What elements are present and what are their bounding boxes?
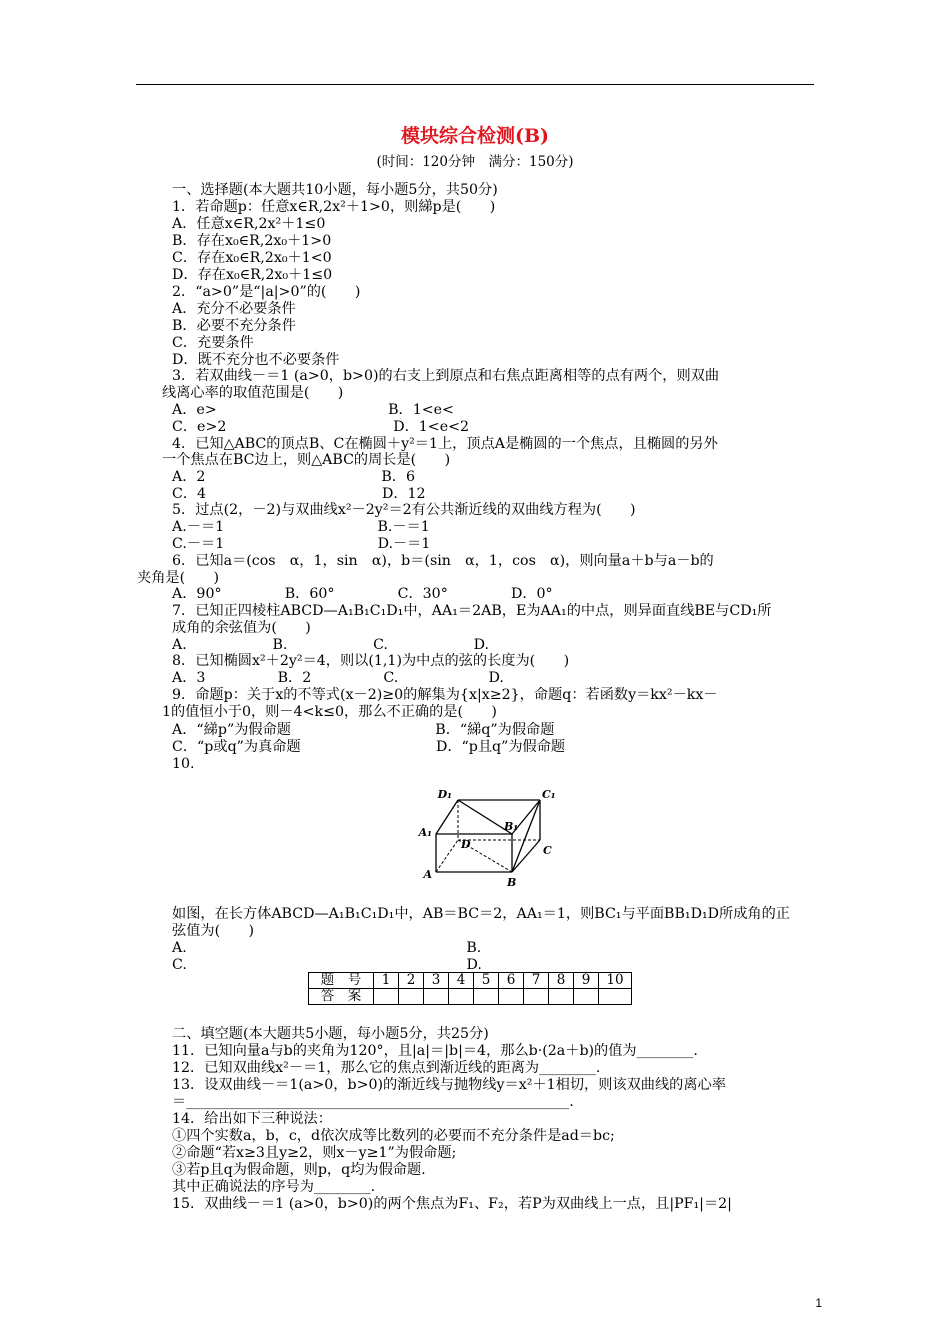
answer-grid bbox=[308, 972, 632, 1005]
vertex-label: B₁ bbox=[504, 820, 519, 833]
grid-row-question-numbers bbox=[309, 973, 632, 989]
option-line: C. D. bbox=[172, 957, 482, 973]
question-line: 12．已知双曲线x²－＝1，那么它的焦点到渐近线的距离为________. bbox=[172, 1060, 601, 1076]
grid-cell: 5 bbox=[474, 973, 499, 989]
vertex-label: A₁ bbox=[418, 826, 432, 839]
question-line: 3．若双曲线－＝1 (a>0，b>0)的右支上到原点和右焦点距离相等的点有两个，则双曲 bbox=[172, 368, 720, 384]
grid-cell: 8 bbox=[549, 973, 574, 989]
question-line: 14．给出如下三种说法： bbox=[172, 1111, 332, 1127]
option-line: A．e> B．1<e< bbox=[172, 402, 454, 418]
vertex-label: C₁ bbox=[542, 788, 556, 801]
answer-cell[interactable] bbox=[474, 989, 499, 1005]
question-line: 2．“a>0”是“|a|>0”的( ) bbox=[172, 284, 361, 300]
grid-header-cell: 题 号 bbox=[309, 973, 374, 989]
question-line: 夹角是( ) bbox=[137, 570, 220, 586]
statement-line: ①四个实数a，b，c，d依次成等比数列的必要而不充分条件是ad＝bc; bbox=[172, 1128, 615, 1144]
section-heading-choice: 一、选择题(本大题共10小题，每小题5分，共50分) bbox=[172, 182, 498, 198]
grid-cell: 2 bbox=[399, 973, 424, 989]
question-line: 弦值为( ) bbox=[172, 923, 255, 939]
answer-cell[interactable] bbox=[374, 989, 399, 1005]
page-number: 1 bbox=[815, 1296, 822, 1310]
option-line: A．2 B．6 bbox=[172, 469, 415, 485]
option-line: A. B. bbox=[172, 940, 482, 956]
vertex-label: B bbox=[507, 876, 517, 889]
option-line: A．充分不必要条件 bbox=[172, 301, 296, 317]
option-line: B．存在x₀∈R,2x₀＋1>0 bbox=[172, 233, 332, 249]
question-line: 15．双曲线－＝1 (a>0，b>0)的两个焦点为F₁、F₂，若P为双曲线上一点，且|PF₁|＝2| bbox=[172, 1196, 732, 1212]
answer-cell[interactable] bbox=[499, 989, 524, 1005]
question-line: 6．已知a＝(cos α，1，sin α)，b＝(sin α，1，cos α)，则向量a＋b与a－b的 bbox=[172, 553, 714, 569]
option-line: D．既不充分也不必要条件 bbox=[172, 352, 340, 368]
vertex-label: D bbox=[461, 838, 471, 851]
question-line: 1．若命题p：任意x∈R,2x²＋1>0，则綈p是( ) bbox=[172, 199, 496, 215]
question-line: 其中正确说法的序号为________. bbox=[172, 1179, 376, 1195]
question-line: 1的值恒小于0，则－4<k≤0，那么不正确的是( ) bbox=[162, 704, 497, 720]
question-line: ＝______________________________________________________. bbox=[172, 1094, 574, 1110]
option-line: D．存在x₀∈R,2x₀＋1≤0 bbox=[172, 267, 333, 283]
grid-cell: 6 bbox=[499, 973, 524, 989]
question-line: 4．已知△ABC的顶点B、C在椭圆＋y²＝1上，顶点A是椭圆的一个焦点，且椭圆的另外 bbox=[172, 436, 718, 452]
grid-cell: 3 bbox=[424, 973, 449, 989]
question-line: 11．已知向量a与b的夹角为120°，且|a|＝|b|＝4，那么b·(2a＋b)的值为________. bbox=[172, 1043, 698, 1059]
statement-line: ②命题“若x≥3且y≥2，则x－y≥1”为假命题; bbox=[172, 1145, 457, 1161]
page-subtitle: (时间：120分钟 满分：150分) bbox=[376, 154, 574, 170]
grid-cell: 7 bbox=[524, 973, 549, 989]
question-line: 线离心率的取值范围是( ) bbox=[162, 385, 344, 401]
answer-cell[interactable] bbox=[424, 989, 449, 1005]
answer-cell[interactable] bbox=[449, 989, 474, 1005]
grid-cell: 4 bbox=[449, 973, 474, 989]
question-line: 5．过点(2，－2)与双曲线x²－2y²＝2有公共渐近线的双曲线方程为( ) bbox=[172, 502, 636, 518]
question-line: 成角的余弦值为( ) bbox=[172, 620, 311, 636]
vertex-label: A bbox=[423, 868, 432, 881]
option-line: A.－＝1 B.－＝1 bbox=[172, 519, 430, 535]
option-line: C．充要条件 bbox=[172, 335, 254, 351]
grid-row-answers bbox=[309, 989, 632, 1005]
question-line: 8．已知椭圆x²＋2y²＝4，则以(1,1)为中点的弦的长度为( ) bbox=[172, 653, 570, 669]
option-line: C.－＝1 D.－＝1 bbox=[172, 536, 431, 552]
option-line: A．“綈p”为假命题 B．“綈q”为假命题 bbox=[172, 722, 555, 738]
question-line: 7．已知正四棱柱ABCD—A₁B₁C₁D₁中，AA₁＝2AB，E为AA₁的中点，则异面直线BE与CD₁所 bbox=[172, 603, 772, 619]
question-line: 10. bbox=[172, 756, 195, 772]
vertex-label: D₁ bbox=[437, 788, 452, 801]
option-line: C．“p或q”为真命题 D．“p且q”为假命题 bbox=[172, 739, 566, 755]
question-line: 如图，在长方体ABCD—A₁B₁C₁D₁中，AB＝BC＝2，AA₁＝1，则BC₁与平面BB₁D₁D所成角的正 bbox=[172, 906, 790, 922]
grid-cell: 9 bbox=[574, 973, 599, 989]
answer-cell[interactable] bbox=[399, 989, 424, 1005]
header-rule bbox=[136, 84, 814, 85]
answer-cell[interactable] bbox=[599, 989, 632, 1005]
option-line: C．4 D．12 bbox=[172, 486, 426, 502]
grid-cell: 1 bbox=[374, 973, 399, 989]
vertex-label: C bbox=[543, 844, 552, 857]
question-line: 9．命题p：关于x的不等式(x－2)≥0的解集为{x|x≥2}，命题q：若函数y＝kx²－kx－ bbox=[172, 687, 718, 703]
page-title: 模块综合检测(B) bbox=[400, 125, 550, 147]
statement-line: ③若p且q为假命题，则p，q均为假命题. bbox=[172, 1162, 426, 1178]
grid-header-cell: 答 案 bbox=[309, 989, 374, 1005]
section-heading-fill: 二、填空题(本大题共5小题，每小题5分，共25分) bbox=[172, 1026, 489, 1042]
option-line: A．90° B．60° C．30° D．0° bbox=[172, 586, 553, 602]
grid-cell: 10 bbox=[599, 973, 632, 989]
option-line: C．存在x₀∈R,2x₀＋1<0 bbox=[172, 250, 332, 266]
cuboid-figure bbox=[420, 790, 560, 890]
option-line: B．必要不充分条件 bbox=[172, 318, 296, 334]
answer-cell[interactable] bbox=[574, 989, 599, 1005]
option-line: A．任意x∈R,2x²＋1≤0 bbox=[172, 216, 326, 232]
answer-cell[interactable] bbox=[549, 989, 574, 1005]
answer-cell[interactable] bbox=[524, 989, 549, 1005]
question-line: 一个焦点在BC边上，则△ABC的周长是( ) bbox=[162, 452, 451, 468]
option-line: A．3 B．2 C. D. bbox=[172, 670, 504, 686]
option-line: C．e>2 D．1<e<2 bbox=[172, 419, 470, 435]
option-line: A. B. C. D. bbox=[172, 637, 489, 653]
question-line: 13．设双曲线－＝1(a>0，b>0)的渐近线与抛物线y＝x²＋1相切，则该双曲线的离心率 bbox=[172, 1077, 726, 1093]
